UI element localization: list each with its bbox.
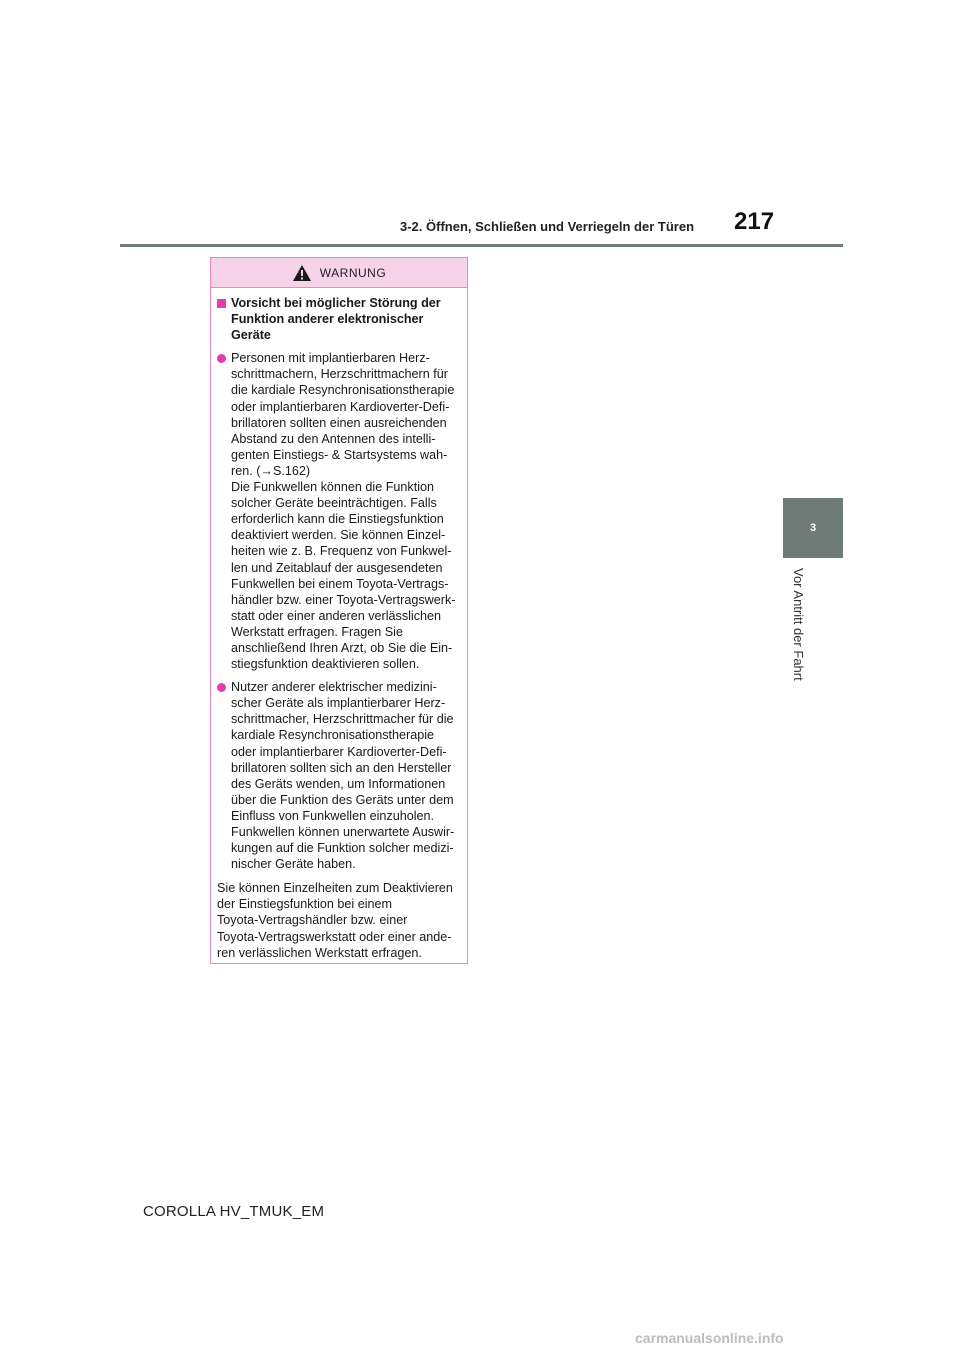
warning-heading: Vorsicht bei möglicher Störung der Funktion anderer elektronischer Geräte [231,296,441,343]
text-line: über die Funktion des Geräts unter dem [231,792,454,807]
text-line: der Einstiegsfunktion bei einem [217,897,393,912]
text-line: deaktiviert werden. Sie können Einzel- [231,528,446,543]
warning-body [211,288,467,961]
warning-triangle-icon [292,264,312,282]
closing-paragraph [217,880,459,960]
text-line: oder implantierbaren Kardioverter-Defi- [231,399,450,414]
text-line: Funkwellen können unerwartete Auswir- [231,825,455,839]
warning-bullet-1 [217,350,459,672]
text-line: genten Einstiegs- & Startsystems wah- [231,447,448,462]
text-line: des Geräts wenden, um Informationen [231,776,446,791]
text-line: schrittmachern, Herzschrittmachern für [231,367,448,382]
text-line: kardiale Resynchronisationstherapie [231,728,435,743]
warning-heading-item [217,295,459,343]
text-line: Toyota-Vertragswerkstatt oder einer ande- [217,929,452,944]
text-line: oder implantierbarer Kardioverter-Defi- [231,744,447,759]
text-line: statt oder einer anderen verlässlichen [231,608,442,623]
text-line: solcher Geräte beeinträchtigen. Falls [231,496,437,511]
square-bullet-icon [217,299,226,308]
text-line: ren. (→S.162) [231,463,311,478]
text-line: Die Funkwellen können die Funktion [231,480,435,495]
text-line: Abstand zu den Antennen des intelli- [231,431,436,446]
chapter-label: Vor Antritt der Fahrt [791,568,806,681]
text-line: kungen auf die Funktion solcher medizi- [231,841,454,856]
text-line: schrittmacher, Herzschrittmacher für die [231,712,454,727]
chapter-tab[interactable] [783,498,843,558]
footer-model-code: COROLLA HV_TMUK_EM [143,1203,325,1220]
text-line: brillatoren sollten einen ausreichenden [231,415,447,430]
text-line: Funkwellen bei einem Toyota-Vertrags- [231,576,449,591]
section-title: 3-2. Öffnen, Schließen und Verriegeln der Türen [400,219,695,234]
text-line: heiten wie z. B. Frequenz von Funkwel- [231,544,452,559]
bullet-1-text [231,350,459,672]
text-line: erforderlich kann die Einstiegsfunktion [231,512,444,527]
text-line: Nutzer anderer elektrischer medizini- [231,680,437,695]
text-line: ren verlässlichen Werkstatt erfragen. [217,945,422,960]
text-line: Einfluss von Funkwellen einzuholen. [231,808,435,823]
text-line: Toyota-Vertragshändler bzw. einer [217,913,408,928]
text-line: Personen mit implantierbaren Herz- [231,351,430,366]
warning-title: WARNUNG [319,265,387,280]
text-line: anschließend Ihren Arzt, ob Sie die Ein- [231,640,453,655]
watermark: carmanualsonline.info [635,1330,784,1346]
chapter-number: 3 [809,522,817,534]
header-divider [120,244,843,247]
text-line: Werkstatt erfragen. Fragen Sie [231,624,403,639]
warning-bullet-2 [217,679,459,872]
text-line: len und Zeitablauf der ausgesendeten [231,560,443,575]
text-line: scher Geräte als implantierbarer Herz- [231,696,446,711]
text-line: händler bzw. einer Toyota-Vertragswerk- [231,592,456,607]
page-number: 217 [734,208,775,235]
warning-box [210,257,468,964]
text-line: die kardiale Resynchronisationstherapie [231,383,455,398]
round-bullet-icon [217,354,226,363]
text-line: stiegsfunktion deaktivieren sollen. [231,657,420,672]
bullet-2-text [231,679,459,872]
round-bullet-icon [217,683,226,692]
text-line: brillatoren sollten sich an den Hersteller [231,760,452,775]
warning-header [211,258,467,288]
text-line: nischer Geräte haben. [231,857,356,872]
text-line: Sie können Einzelheiten zum Deaktivieren [217,881,453,896]
